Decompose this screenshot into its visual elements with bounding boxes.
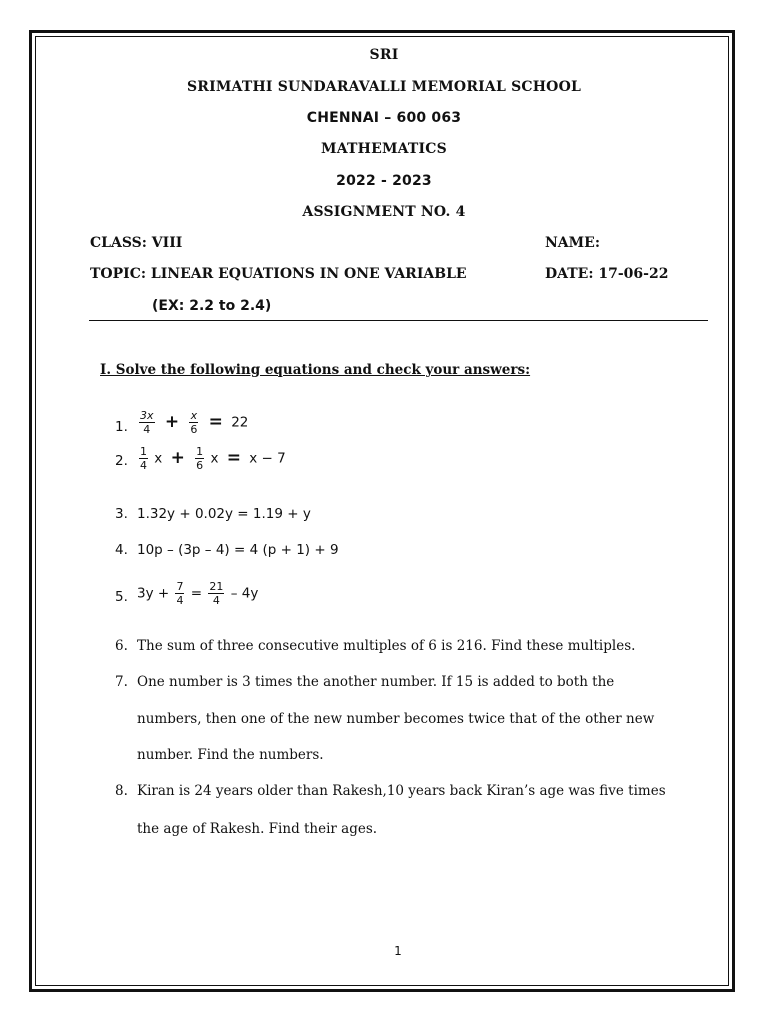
class-label: CLASS: VIII xyxy=(90,235,183,251)
question-3 xyxy=(115,505,515,525)
question-text: 10p – (3p – 4) = 4 (p + 1) + 9 xyxy=(137,542,339,558)
header-line-sri: SRI xyxy=(369,47,399,63)
question-4 xyxy=(115,541,515,561)
question-text-line: numbers, then one of the new number becomes twice that of the other new xyxy=(137,711,655,727)
question-number: 2. xyxy=(115,453,128,469)
fraction: $\frac{7}{4}$ xyxy=(176,580,184,607)
question-number: 5. xyxy=(115,589,128,605)
school-city: CHENNAI – 600 063 xyxy=(306,110,462,126)
topic-label: TOPIC: LINEAR EQUATIONS IN ONE VARIABLE xyxy=(90,266,467,282)
question-7 xyxy=(115,673,715,773)
name-label: NAME: xyxy=(545,235,600,251)
fraction: $\frac{1}{4}$ xyxy=(140,445,147,472)
fraction: $\frac{1}{6}$ xyxy=(196,445,204,472)
question-number: 4. xyxy=(115,542,128,558)
question-text-line: number. Find the numbers. xyxy=(137,747,324,763)
question-text-line: the age of Rakesh. Find their ages. xyxy=(137,821,378,837)
question-6 xyxy=(115,637,715,657)
date-label: DATE: 17-06-22 xyxy=(545,266,669,282)
question-text: 1.32y + 0.02y = 1.19 + y xyxy=(137,506,311,522)
fraction: $\frac{3x}{4}$ xyxy=(140,409,154,436)
question-8 xyxy=(115,782,715,842)
question-text-line: One number is 3 times the another number. If 15 is added to both the xyxy=(137,674,615,690)
subject-title: MATHEMATICS xyxy=(321,141,447,157)
question-number: 3. xyxy=(115,506,128,522)
page-number: 1 xyxy=(394,944,402,958)
exercise-range: (EX: 2.2 to 2.4) xyxy=(152,298,272,314)
question-number: 1. xyxy=(115,419,128,435)
academic-year: 2022 - 2023 xyxy=(336,173,432,189)
school-name: SRIMATHI SUNDARAVALLI MEMORIAL SCHOOL xyxy=(186,79,582,95)
question-number: 7. xyxy=(115,674,128,690)
fraction: $\frac{x}{6}$ xyxy=(190,409,198,436)
question-text-line: Kiran is 24 years older than Rakesh,10 years back Kiran’s age was five times xyxy=(137,783,666,799)
question-number: 6. xyxy=(115,638,128,654)
question-1: 1. $\frac{3x}{4}$ + $\frac{x}{6}$ = 22 xyxy=(115,409,249,436)
section-title: I. Solve the following equations and check your answers: xyxy=(100,362,531,378)
assignment-title: ASSIGNMENT NO. 4 xyxy=(302,204,466,220)
question-text: The sum of three consecutive multiples of 6 is 216. Find these multiples. xyxy=(137,638,636,654)
question-2: 2. $\frac{1}{4}$ x + $\frac{1}{6}$ x = x − 7 xyxy=(115,445,286,472)
question-number: 8. xyxy=(115,783,128,799)
fraction: $\frac{21}{4}$ xyxy=(209,580,224,607)
question-5: 5. 3y + $\frac{7}{4}$ = $\frac{21}{4}$ – 4y xyxy=(115,580,259,607)
header-divider xyxy=(89,320,708,321)
